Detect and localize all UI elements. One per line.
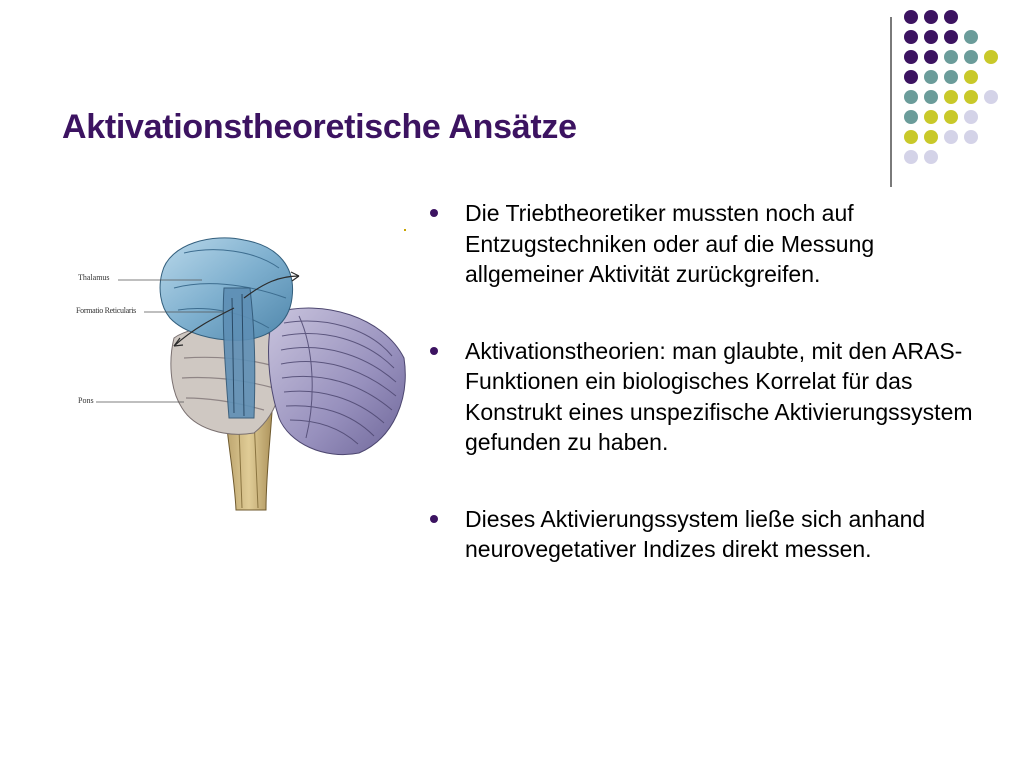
bullet-item: [428, 504, 988, 565]
decorative-dot: [904, 70, 918, 84]
decorative-dot: [944, 70, 958, 84]
decorative-dot: [944, 50, 958, 64]
brainstem-drawing: [74, 228, 410, 514]
decorative-dot: [984, 90, 998, 104]
decorative-dot: [904, 30, 918, 44]
decorative-dot: [904, 50, 918, 64]
decorative-dot: [984, 50, 998, 64]
brainstem-illustration: [74, 228, 410, 514]
decorative-dot: [944, 130, 958, 144]
bullet-list: [428, 198, 988, 611]
decorative-dot: [964, 90, 978, 104]
decorative-dot: [924, 10, 938, 24]
decorative-dot: [964, 50, 978, 64]
decorative-dot: [964, 30, 978, 44]
decorative-dot: [964, 70, 978, 84]
bullet-dot-icon: [430, 515, 438, 523]
bullet-item: [428, 198, 988, 290]
decorative-dot: [924, 30, 938, 44]
decorative-dot: [944, 30, 958, 44]
bullet-text: Die Triebtheoretiker mussten noch auf Entzugstechniken oder auf die Messung allgemeiner Aktivität zurückgreifen.: [465, 200, 875, 287]
bullet-item: [428, 336, 988, 458]
label-formatio-reticularis: Formatio Reticularis: [76, 306, 136, 315]
decorative-dot: [924, 90, 938, 104]
decorative-dot: [964, 110, 978, 124]
decorative-dot: [944, 10, 958, 24]
slide-title: Aktivationstheoretische Ansätze: [62, 108, 577, 146]
label-thalamus: Thalamus: [78, 273, 110, 282]
decorative-dot: [904, 130, 918, 144]
cerebellum-shape: [269, 308, 406, 455]
reticular-formation-shape: [223, 288, 255, 418]
decorative-dot: [964, 130, 978, 144]
decorative-dot: [944, 90, 958, 104]
decorative-dot: [904, 10, 918, 24]
decorative-dot: [924, 50, 938, 64]
bullet-text: Dieses Aktivierungssystem ließe sich anhand neurovegetativer Indizes direkt messen.: [465, 505, 926, 562]
decorative-dot-grid: [904, 10, 1014, 170]
decorative-dot: [944, 110, 958, 124]
decorative-dot: [924, 70, 938, 84]
bullet-dot-icon: [430, 347, 438, 355]
label-pons: Pons: [78, 396, 94, 405]
decorative-dot: [904, 150, 918, 164]
bullet-text: Aktivationstheorien: man glaubte, mit den ARAS-Funktionen ein biologisches Korrelat für das Konstrukt eines unspezifische Aktivierungssystem gefunden zu haben.: [465, 337, 973, 455]
decorative-dot: [924, 130, 938, 144]
decorative-dot: [924, 110, 938, 124]
decorative-vertical-divider: [890, 17, 892, 187]
decorative-dot: [924, 150, 938, 164]
decorative-dot: [904, 90, 918, 104]
decorative-dot: [904, 110, 918, 124]
bullet-dot-icon: [430, 209, 438, 217]
